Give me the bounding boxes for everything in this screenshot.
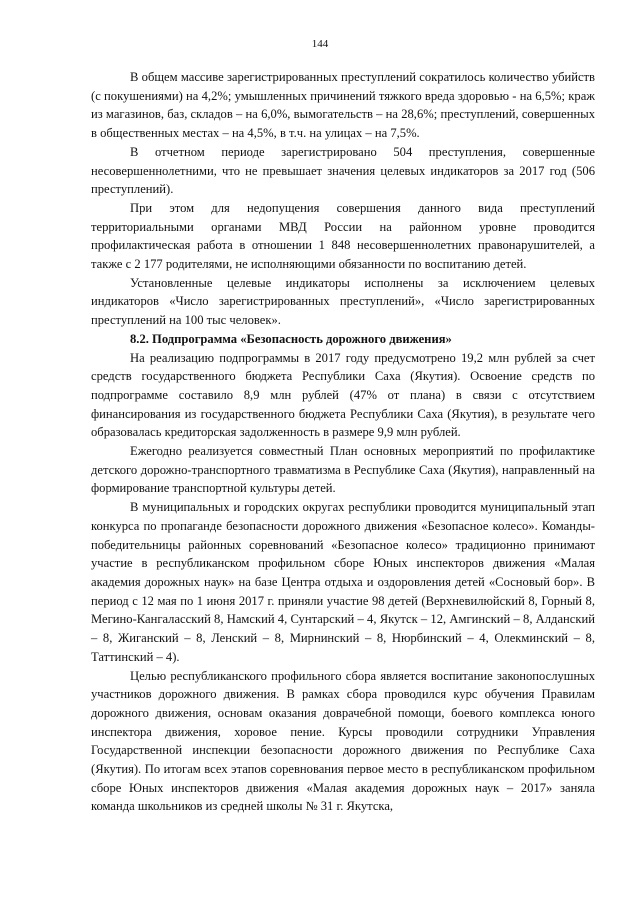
document-body [91, 68, 595, 816]
page-number: 144 [311, 38, 329, 50]
paragraph: В отчетном периоде зарегистрировано 504 преступления, совершенные несовершеннолетними, что не превышает значения целевых индикаторов за 2017 год (506 преступлений). [91, 144, 595, 197]
paragraph: На реализацию подпрограммы в 2017 году предусмотрено 19,2 млн рублей за счет средств государственного бюджета Республики Саха (Якутия). Освоение средств по подпрограмме составило 8,9 млн рублей (47% от плана) в связи с отсутствием финансирования из государственного бюджета Республики Саха (Якутия), в результате чего образовалась кредиторская задолженность в размере 9,9 млн рублей. [91, 350, 595, 440]
section-heading: 8.2. Подпрограмма «Безопасность дорожного движения» [130, 331, 452, 346]
paragraph: В общем массиве зарегистрированных преступлений сократилось количество убийств (с покушениями) на 4,2%; умышленных причинений тяжкого вреда здоровью - на 6,5%; краж из магазинов, баз, складов – на 6,0%, вымогательств – на 28,6%; преступлений, совершенных в общественных местах – на 4,5%, в т.ч. на улицах – на 7,5%. [91, 70, 595, 141]
paragraph: Ежегодно реализуется совместный План основных мероприятий по профилактике детского дорожно-транспортного травматизма в Республике Саха (Якутия), направленный на формирование транспортной культуры детей. [91, 444, 595, 496]
paragraph: Установленные целевые индикаторы исполнены за исключением целевых индикаторов «Число зарегистрированных преступлений», «Число зарегистрированных преступлений на 100 тыс человек». [91, 275, 595, 328]
paragraph: В муниципальных и городских округах республики проводится муниципальный этап конкурса по пропаганде безопасности дорожного движения «Безопасное колесо». Команды-победительницы районных соревнований «Безопасное колесо» традиционно принимают участие в республиканском профильном сборе Юных инспекторов движения «Малая академия дорожных наук» на базе Центра отдыха и оздоровления детей «Сосновый бор». В период с 12 мая по 1 июня 2017 г. приняли участие 98 детей (Верхневилюйский 8, Горный 8, Мегино-Кангаласский 8, Намский 4, Сунтарский – 4, Якутск – 12, Амгинский – 8, Алданский – 8, Жиганский – 8, Ленский – 8, Мирнинский – 8, Нюрбинский – 4, Олекминский – 8, Таттинский – 4). [91, 500, 595, 664]
paragraph: При этом для недопущения совершения данного вида преступлений территориальными органами МВД России на районном уровне проводится профилактическая работа в отношении 1 848 несовершеннолетних правонарушителей, а также с 2 177 родителями, не исполняющими обязанности по воспитанию детей. [91, 200, 595, 272]
paragraph: Целью республиканского профильного сбора является воспитание законопослушных участников дорожного движения. В рамках сбора проводился курс обучения Правилам дорожного движения, основам оказания доврачебной помощи, боевого комплекса юного инспектора движения, хоровое пение. Курсы проводили сотрудники Управления Государственной инспекции безопасности дорожного движения по Республике Саха (Якутия). По итогам всех этапов соревнования первое место в республиканском профильном сборе Юных инспекторов движения «Малая академия дорожных наук – 2017» заняла команда школьников из средней школы № 31 г. Якутска, [91, 668, 595, 814]
